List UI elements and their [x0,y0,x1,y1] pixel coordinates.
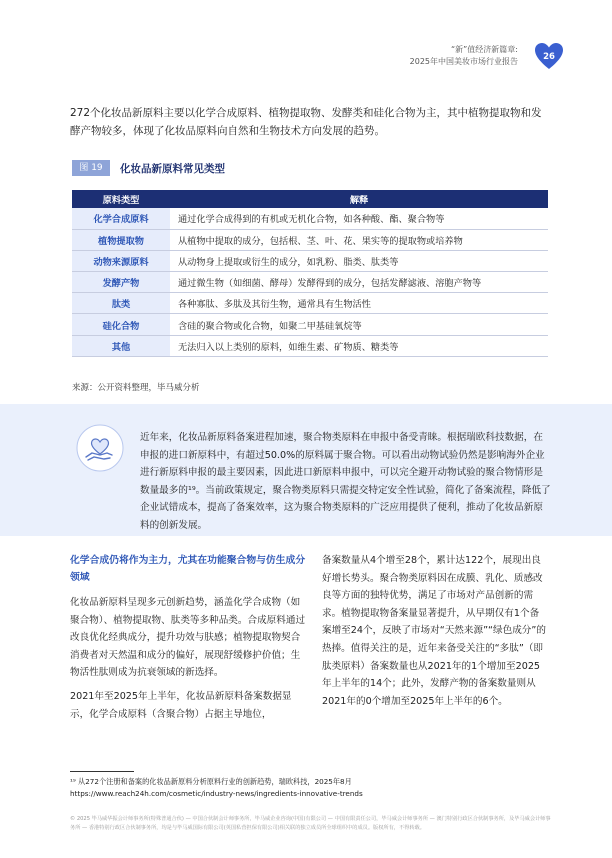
footnote-divider [70,771,134,772]
material-description-cell: 从动物身上提取或衍生的成分，如乳粉、脂类、肽类等 [170,250,548,271]
column-header-type: 原料类型 [72,190,170,208]
header-subtitle: 2025年中国美妆市场行业报告 [409,57,518,66]
running-header [410,44,518,68]
material-description-cell: 从植物中提取的成分，包括根、茎、叶、花、果实等的提取物或培养物 [170,229,548,250]
table-row [72,293,548,314]
table-row [72,272,548,293]
material-description-cell: 各种寡肽、多肽及其衍生物，通常具有生物活性 [170,293,548,314]
section-subheading: 化学合成仍将作为主力，尤其在功能聚合物与仿生成分领域 [70,555,306,583]
copyright-notice: © 2025 毕马威华振会计师事务所(特殊普通合伙) — 中国合伙制会计师事务所，毕马威企业咨询(中国)有限公司 — 中国有限责任公司，毕马威会计师事务所 — 澳门特别行政区合伙制事务所，及毕马威会计师事务所 — 香港特别行政区合伙制事务所，均是与毕马威国际有限公司(英国私营担保有限公司)相关联的独立成员所全球组织中的成员。版权所有，不得转载。 [70,816,551,831]
material-type-cell: 化学合成原料 [72,208,170,229]
left-paragraph-1: 化妆品新原料呈现多元创新趋势，涵盖化学合成物（如聚合物）、植物提取物、肽类等多种品类。合成原料通过改良优化经典成分，提升功效与肤感；植物提取物契合消费者对天然温和成分的偏好，展现舒缓修护价值；生物活性肽则成为抗衰领域的新选择。 [70,597,306,679]
figure-title: 化妆品新原料常见类型 [120,163,225,175]
material-type-cell: 其他 [72,335,170,356]
table-row [72,229,548,250]
material-type-cell: 植物提取物 [72,229,170,250]
material-type-cell: 发酵产物 [72,272,170,293]
right-column-paragraph: 备案数量从4个增至28个，累计达122个，展现出良好增长势头。聚合物类原料因在成膜、乳化、质感改良等方面的独特优势，满足了市场对产品创新的需求。植物提取物备案量显著提升，从早期仅有1个备案增至24个，反映了市场对“天然来源”“绿色成分”的热捧。值得关注的是，近年来备受关注的“多肽”（即肽类原料）备案数量也从2021年的1个增加至2025年上半年的14个；此外，发酵产物的备案数量则从2021年的0个增加至2025年上半年的6个。 [322,555,546,707]
table-row [72,314,548,335]
callout-text: 近年来，化妆品新原料备案进程加速，聚合物类原料在申报中备受青睐。根据瑞欧科技数据，在申报的进口新原料中，有超过50.0%的原料属于聚合物。可以看出动物试验仍然是影响海外企业进行新原料申报的最主要因素，因此进口新原料申报中，可以完全避开动物试验的聚合物情形是数量最多的¹⁹。当前政策规定，聚合物类原料只需提交特定安全性试验，简化了备案流程，降低了企业试错成本，提高了备案效率，这为聚合物类原料的广泛应用提供了便利，推动了化妆品新原料的创新发展。 [140,432,551,531]
figure-tag: 图 19 [72,160,110,176]
left-column [70,552,308,723]
material-description-cell: 含硅的聚合物或化合物，如聚二甲基硅氧烷等 [170,314,548,335]
table-row [72,335,548,356]
material-type-cell: 肽类 [72,293,170,314]
material-type-cell: 硅化合物 [72,314,170,335]
intro-paragraph: 272个化妆品新原料主要以化学合成原料、植物提取物、发酵类和硅化合物为主，其中植物提取物和发酵产物较多，体现了化妆品原料向自然和生物技术方向发展的趋势。 [70,107,542,137]
table-row [72,250,548,271]
table-row [72,208,548,229]
source-note: 来源：公开资料整理，毕马威分析 [72,383,200,393]
page-number: 26 [543,52,555,62]
material-description-cell: 通过化学合成得到的有机或无机化合物，如各种酸、酯、聚合物等 [170,208,548,229]
material-types-table [72,190,548,357]
material-description-cell: 无法归入以上类别的原料，如维生素、矿物质、糖类等 [170,335,548,356]
material-description-cell: 通过微生物（如细菌、酵母）发酵得到的成分，包括发酵滤液、溶胞产物等 [170,272,548,293]
footnote-citation: ¹⁹ 从272个注册和备案的化妆品新原料分析原料行业的创新趋势，瑞欧科技，2025年8月 [70,777,352,786]
column-header-description: 解释 [170,190,548,208]
header-title: “新”值经济新篇章: [451,45,518,54]
material-type-cell: 动物来源原料 [72,250,170,271]
hand-heart-icon [76,424,124,472]
footnote [70,776,550,800]
footnote-url[interactable]: https://www.reach24h.com/cosmetic/industry-news/ingredients-innovative-trends [70,789,363,798]
left-paragraph-2: 2021年至2025年上半年，化妆品新原料备案数据显示，化学合成原料（含聚合物）占据主导地位， [70,690,292,720]
table-header-row [72,190,548,208]
